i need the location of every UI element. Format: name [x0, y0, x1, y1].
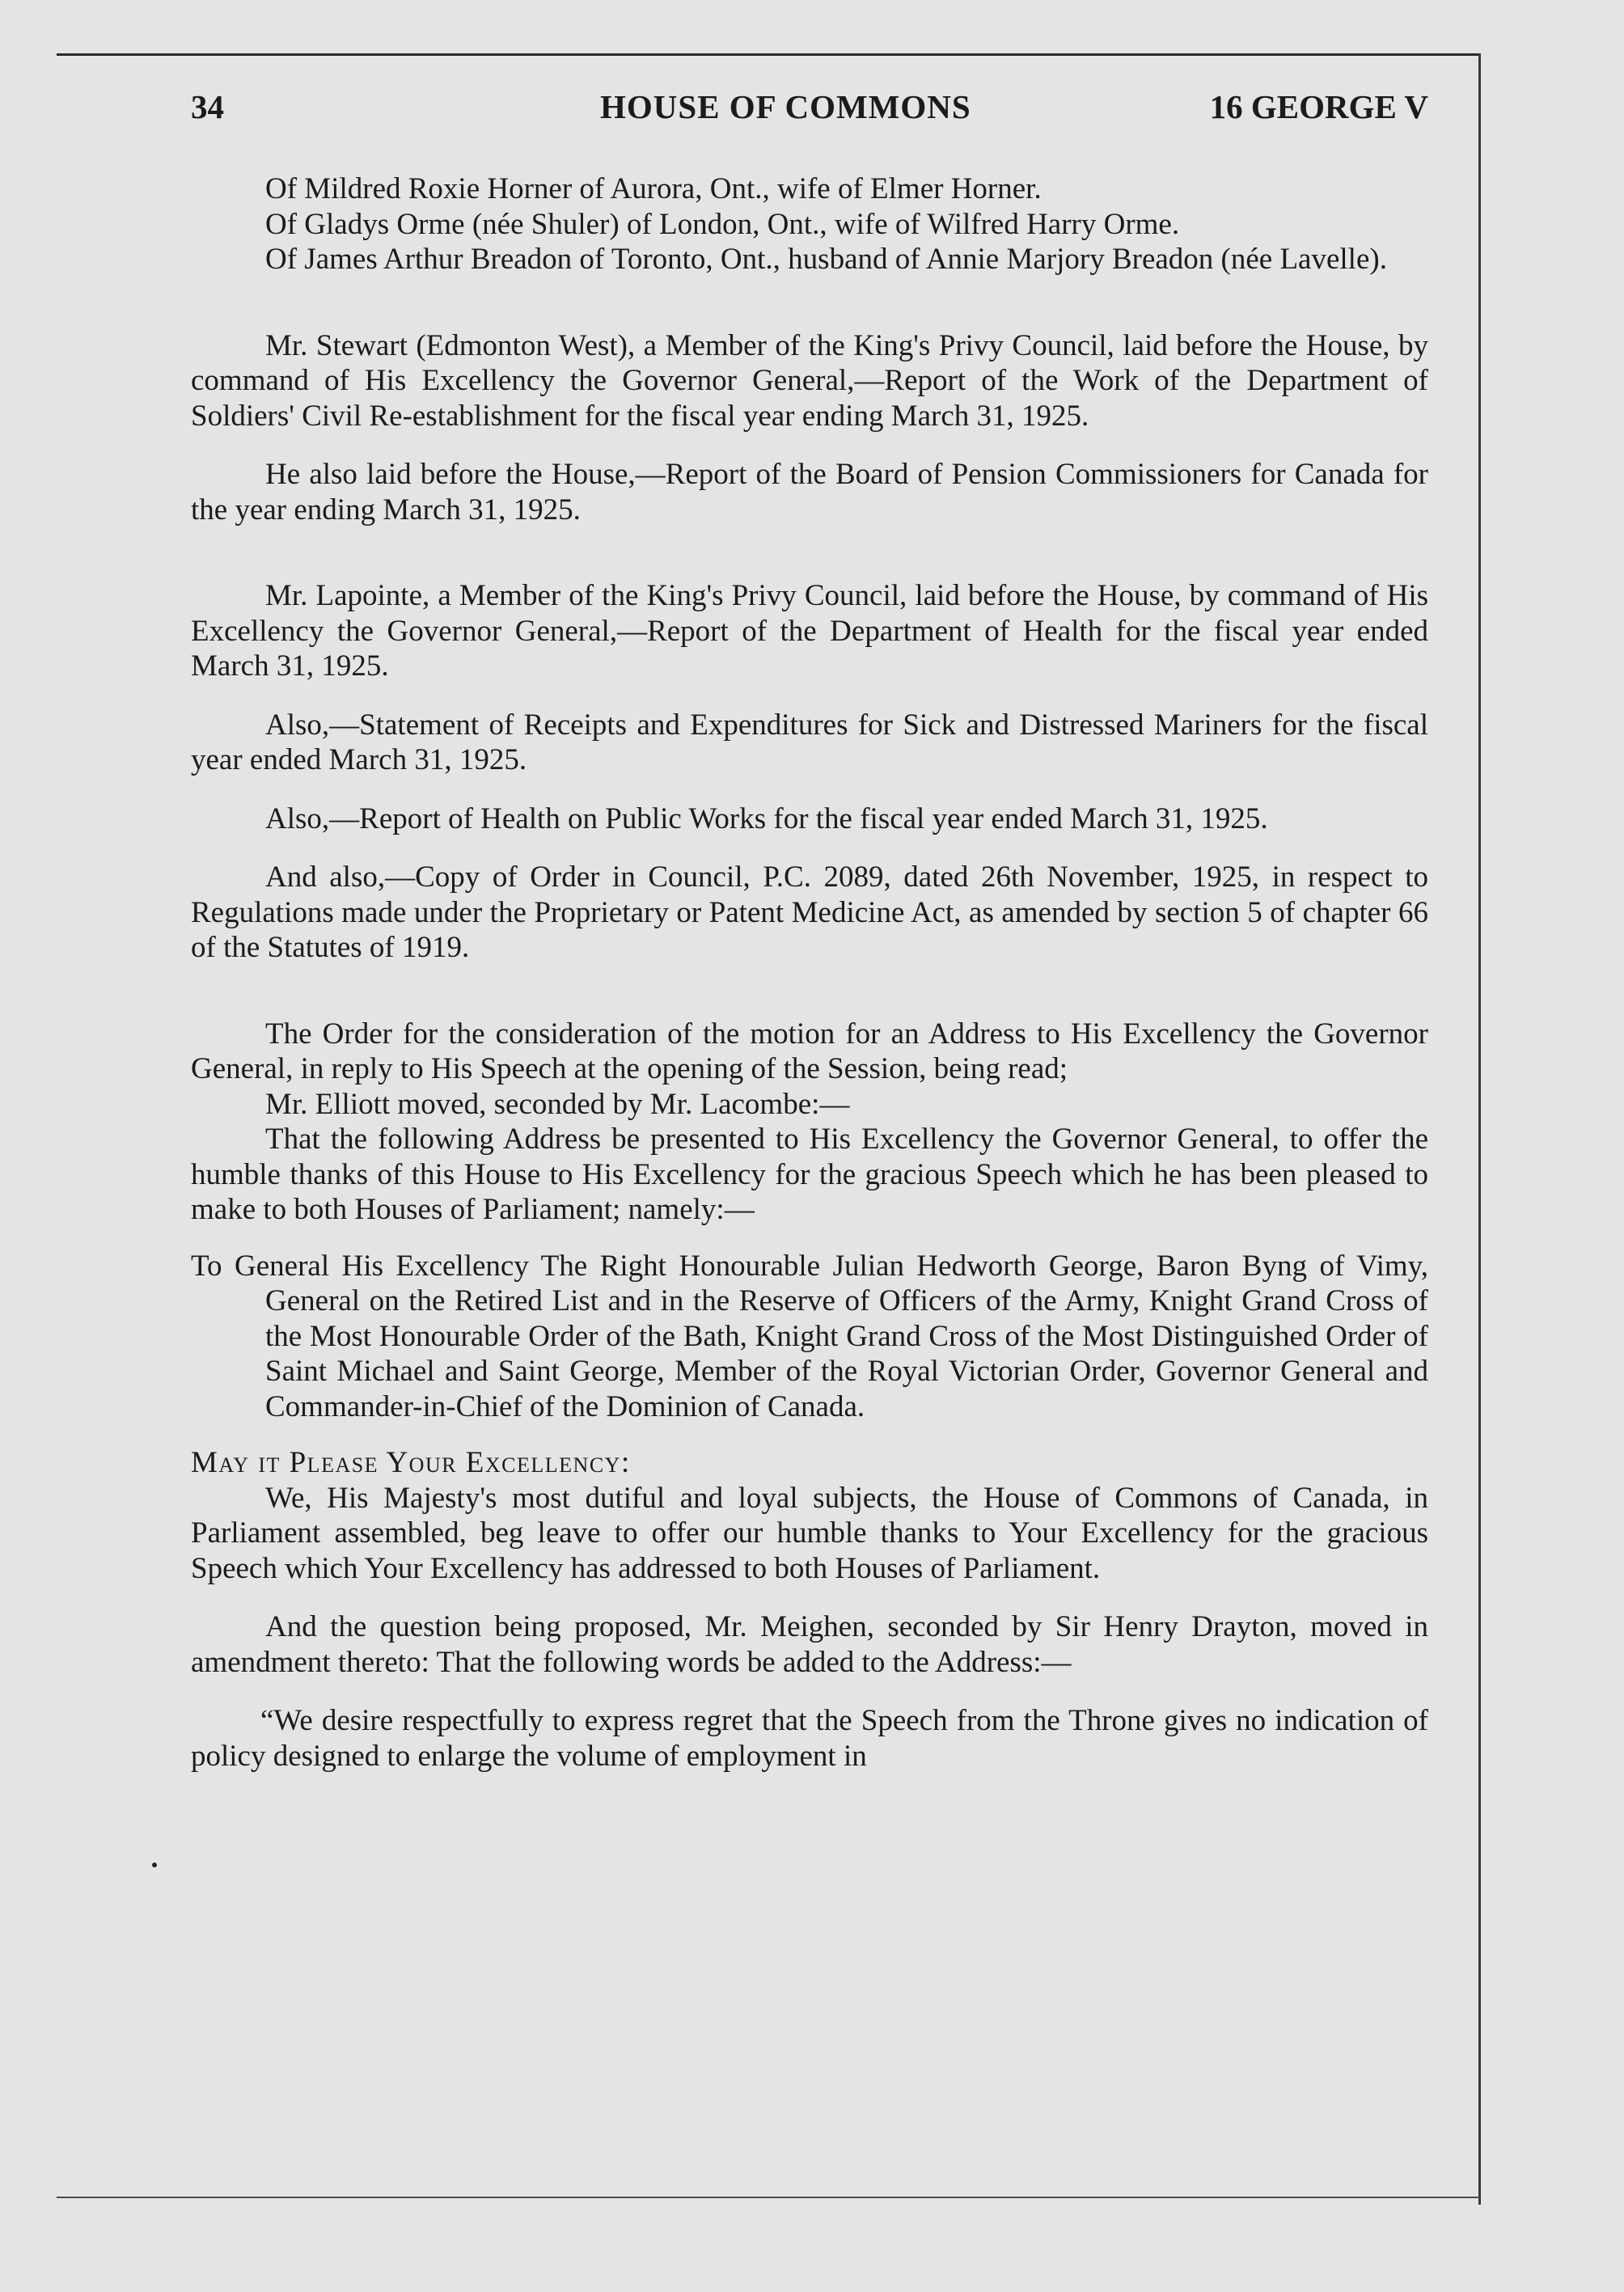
- paper-order-in-council: And also,—Copy of Order in Council, P.C. 2089, dated 26th November, 1925, in respect to Regulations made under the Proprietary or Patent Medicine Act, as amended by section 5 of chapter 66 of the Statutes of 1919.: [191, 861, 1428, 964]
- top-rule: [57, 53, 1480, 56]
- paper-soldiers-civil-re-establishment: Mr. Stewart (Edmonton West), a Member of the King's Privy Council, laid before the House, by command of His Excellency the Governor General,—Report of the Work of the Department of Soldiers' Civil Re-establishment for the fiscal year ending March 31, 1925.: [191, 328, 1428, 433]
- bottom-rule: [57, 2197, 1480, 2198]
- paper-department-of-health: Mr. Lapointe, a Member of the King's Privy Council, laid before the House, by command of His Excellency the Governor General,—Report of the Department of Health for the fiscal year ended March 31, 1925.: [191, 579, 1428, 683]
- regnal-year: 16 GEORGE V: [1209, 88, 1428, 125]
- petition-horner: Of Mildred Roxie Horner of Aurora, Ont., wife of Elmer Horner.: [265, 172, 1042, 205]
- address-text: We, His Majesty's most dutiful and loyal subjects, the House of Commons of Canada, in Parliament assembled, beg leave to offer our humble thanks to Your Excellency for the gracious Speech which Your Excellency has addressed to both Houses of Parliament.: [191, 1481, 1428, 1585]
- journal-title: HOUSE OF COMMONS: [600, 88, 971, 125]
- page-body: [191, 171, 1428, 1774]
- salutation: May it Please Your Excellency:: [191, 1446, 631, 1479]
- right-rule: [1478, 53, 1481, 2205]
- address-resolution: That the following Address be presented to His Excellency the Governor General, to offer the humble thanks of this House to His Excellency for the gracious Speech which he has been pleased to make to both Houses of Parliament; namely:—: [191, 1123, 1428, 1226]
- order-of-the-day: The Order for the consideration of the motion for an Address to His Excellency the Governor General, in reply to His Speech at the opening of the Session, being read;: [191, 1017, 1428, 1085]
- motion-moved: Mr. Elliott moved, seconded by Mr. Lacombe:—: [265, 1087, 850, 1121]
- paper-health-public-works: Also,—Report of Health on Public Works for the fiscal year ended March 31, 1925.: [265, 801, 1268, 835]
- petition-breadon: Of James Arthur Breadon of Toronto, Ont., husband of Annie Marjory Breadon (née Lavelle).: [265, 243, 1387, 276]
- paper-sick-mariners: Also,—Statement of Receipts and Expenditures for Sick and Distressed Mariners for the fiscal year ended March 31, 1925.: [191, 708, 1428, 776]
- amendment-motion: And the question being proposed, Mr. Meighen, seconded by Sir Henry Drayton, moved in amendment thereto: That the following words be added to the Address:—: [191, 1610, 1428, 1679]
- running-header: [191, 87, 1428, 136]
- amendment-text: “We desire respectfully to express regret that the Speech from the Throne gives no indication of policy designed to enlarge the volume of employment in: [191, 1704, 1428, 1773]
- page-number: 34: [191, 88, 224, 125]
- margin-mark: [152, 1863, 157, 1867]
- address-recipient: To General His Excellency The Right Honourable Julian Hedworth George, Baron Byng of Vimy, General on the Retired List and in the Reserve of Officers of the Army, Knight Grand Cross of the Most Honourable Order of the Bath, Knight Grand Cross of the Most Distinguished Order of Saint Michael and Saint George, Member of the Royal Victorian Order, Governor General and Commander-in-Chief of the Dominion of Canada.: [191, 1249, 1428, 1423]
- petition-orme: Of Gladys Orme (née Shuler) of London, Ont., wife of Wilfred Harry Orme.: [265, 207, 1180, 241]
- paper-pension-commissioners: He also laid before the House,—Report of the Board of Pension Commissioners for Canada for the year ending March 31, 1925.: [191, 458, 1428, 526]
